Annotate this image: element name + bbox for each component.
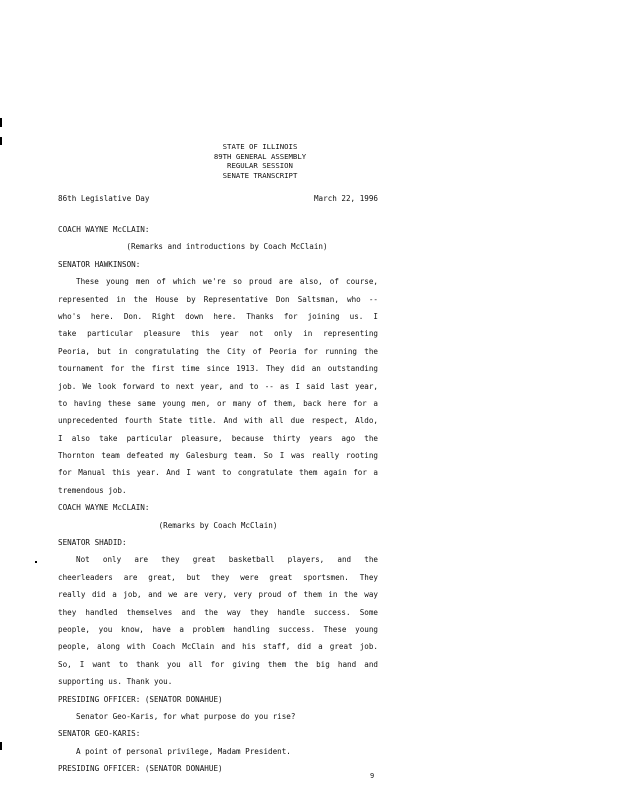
header-state: STATE OF ILLINOIS	[222, 142, 298, 151]
header-transcript: SENATE TRANSCRIPT	[222, 170, 298, 180]
header-session: REGULAR SESSION	[227, 161, 293, 170]
transcript-line: Senator Geo-Karis, for what purpose do you rise?	[76, 711, 296, 721]
legislative-day: 86th Legislative Day	[58, 194, 150, 203]
transcript-line: represented in the House by Representative Don Saltsman, who --	[58, 294, 378, 304]
scan-mark	[0, 137, 2, 145]
transcript-line: supporting us. Thank you.	[58, 677, 173, 687]
transcript-line: I also take particular pleasure, because thirty years ago the	[58, 433, 378, 443]
document-header	[150, 142, 370, 180]
transcript-line: A point of personal privilege, Madam President.	[76, 746, 291, 756]
transcript-line: people, you know, have a problem handling success. These young	[58, 624, 378, 634]
stage-note: (Remarks by Coach McClain)	[158, 520, 278, 530]
stage-note: (Remarks and introductions by Coach McClain)	[126, 242, 328, 252]
legislative-day-line	[58, 194, 378, 204]
transcript-line: for Manual this year. And I want to congratulate them again for a	[58, 468, 378, 478]
transcript-line: job. We look forward to next year, and to -- as I said last year,	[58, 381, 378, 391]
transcript-line: Peoria, but in congratulating the City of Peoria for running the	[58, 346, 378, 356]
transcript-line: people, along with Coach McClain and his staff, did a great job.	[58, 642, 378, 652]
header-assembly: 89TH GENERAL ASSEMBLY	[213, 151, 307, 161]
transcript-line: tremendous job.	[58, 485, 127, 495]
speaker-label: COACH WAYNE McCLAIN:	[58, 225, 150, 234]
transcript-line: So, I want to thank you all for giving them the big hand and	[58, 659, 378, 669]
transcript-line: to having these same young men, or many of them, back here for a	[58, 398, 378, 408]
transcript-line: Thornton team defeated my Galesburg team. So I was really rooting	[58, 451, 378, 461]
speaker-label: COACH WAYNE McCLAIN:	[58, 503, 150, 513]
speaker-label: PRESIDING OFFICER: (SENATOR DONAHUE)	[58, 764, 223, 774]
speaker-label: SENATOR GEO-KARIS:	[58, 729, 141, 739]
transcript-line: cheerleaders are great, but they were great sportsmen. They	[58, 572, 378, 582]
scan-mark	[0, 118, 2, 127]
page-number: 9	[370, 772, 375, 780]
speaker-label: PRESIDING OFFICER: (SENATOR DONAHUE)	[58, 694, 223, 704]
speaker-label: SENATOR SHADID:	[58, 538, 127, 548]
transcript-line: really did a job, and we are very, very proud of them in the way	[58, 590, 378, 600]
transcript-date: March 22, 1996	[313, 194, 378, 203]
transcript-line: they handled themselves and the way they handle success. Some	[58, 607, 378, 617]
transcript-line: unprecedented fourth State title. And with all due respect, Aldo,	[58, 416, 378, 426]
transcript-line: take particular pleasure this year not only in representing	[58, 329, 378, 339]
transcript-line: who's here. Don. Right down here. Thanks for joining us. I	[58, 311, 378, 321]
scan-mark	[0, 742, 2, 750]
scan-mark	[35, 561, 37, 563]
transcript-line: tournament for the first time since 1913. They did an outstanding	[58, 364, 378, 374]
speaker-label: SENATOR HAWKINSON:	[58, 259, 141, 269]
transcript-line: Not only are they great basketball players, and the	[76, 555, 378, 565]
transcript-body	[58, 221, 378, 778]
transcript-line: These young men of which we're so proud are also, of course,	[76, 277, 378, 287]
